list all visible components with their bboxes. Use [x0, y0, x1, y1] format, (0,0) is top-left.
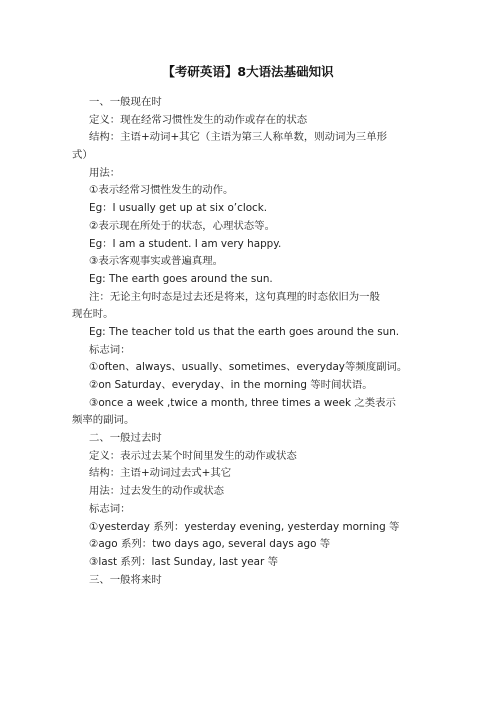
- text-line: Eg: The teacher told us that the earth goes around the sun.: [89, 325, 400, 338]
- text-line: 频率的副词。: [72, 414, 135, 427]
- text-line: 三、一般将来时: [89, 573, 162, 586]
- text-line: 标志词：: [89, 502, 131, 515]
- text-line: Eg：I usually get up at six o’clock.: [89, 202, 268, 215]
- text-line: Eg：I am a student. I am very happy.: [89, 237, 282, 250]
- document-title: 【考研英语】8大语法基础知识: [162, 64, 334, 79]
- text-line: 现在时。: [72, 308, 114, 321]
- text-line: 定义：表示过去某个时间里发生的动作或状态: [89, 449, 297, 462]
- text-line: 结构：主语+动词过去式+其它: [89, 467, 232, 480]
- text-line: ①yesterday 系列：yesterday evening, yesterday morning 等: [89, 520, 400, 533]
- text-line: ②on Saturday、everyday、in the morning 等时间状语。: [89, 379, 373, 391]
- text-line: ③last 系列：last Sunday, last year 等: [89, 555, 278, 568]
- text-line: ③表示客观事实或普遍真理。: [89, 255, 224, 268]
- text-line: 标志词：: [89, 343, 131, 356]
- text-line: 注：无论主句时态是过去还是将来，这句真理的时态依旧为一般: [89, 290, 380, 303]
- text-line: ③once a week ,twice a month, three times a week 之类表示: [89, 396, 396, 409]
- text-line: ①表示经常习惯性发生的动作。: [89, 184, 234, 197]
- text-line: 用法：过去发生的动作或状态: [89, 485, 225, 498]
- text-line: 一、一般现在时: [89, 96, 162, 108]
- text-line: 二、一般过去时: [89, 432, 162, 445]
- document-body: [72, 94, 424, 589]
- text-line: 定义：现在经常习惯性发生的动作或存在的状态: [89, 113, 308, 126]
- text-line: ②表示现在所处于的状态，心理状态等。: [89, 219, 275, 232]
- text-line: 用法：: [89, 166, 121, 179]
- text-line: ②ago 系列：two days ago, several days ago 等: [89, 538, 331, 551]
- text-line: Eg: The earth goes around the sun.: [89, 272, 273, 285]
- text-line: 式）: [72, 149, 93, 162]
- text-line: ①often、always、usually、sometimes、everyday等频度副词。: [89, 361, 408, 374]
- text-line: 结构：主语+动词+其它（主语为第三人称单数，则动词为三单形: [89, 131, 387, 144]
